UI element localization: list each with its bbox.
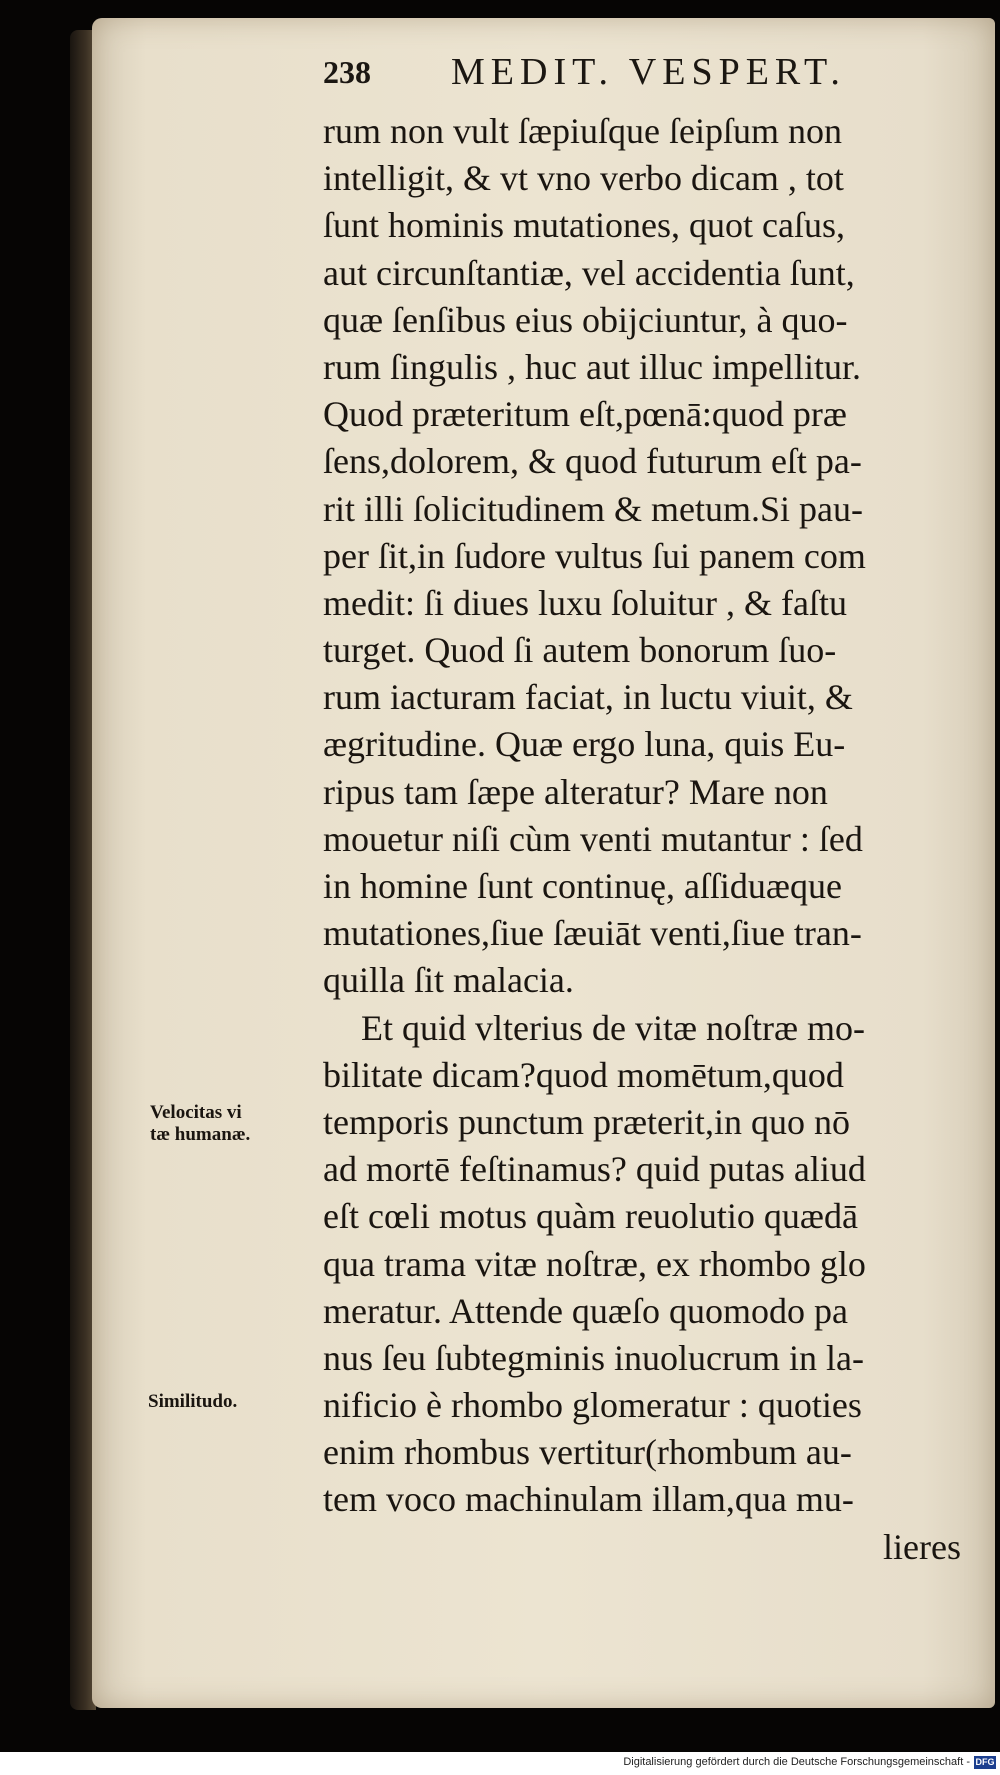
text-line: quæ ſenſibus eius obijciuntur, à quo- [323, 299, 848, 340]
marginal-note-similitudo: Similitudo. [148, 1391, 238, 1412]
text-line: temporis punctum præterit,in quo nō [323, 1101, 850, 1142]
text-line: rum iacturam faciat, in luctu viuit, & [323, 677, 853, 718]
running-head: MEDIT. VESPERT. [451, 51, 846, 93]
text-line: rum ſingulis , huc aut illuc impellitur. [323, 346, 861, 387]
text-line: eſt cœli motus quàm reuolutio quædā [323, 1196, 858, 1237]
footer-band [0, 1752, 1000, 1775]
text-line: rum non vult ſæpiuſque ſeipſum non [323, 111, 842, 151]
page-header [323, 50, 963, 100]
catchword: lieres [883, 1526, 961, 1567]
text-line: mutationes,ſiue ſæuiāt venti,ſiue tran- [323, 913, 862, 954]
marginal-note-line: tæ humanæ. [150, 1124, 251, 1145]
marginal-note-velocitas [150, 1102, 250, 1146]
text-line: enim rhombus vertitur(rhombum au- [323, 1432, 852, 1473]
paragraph-start-line: Et quid vlterius de vitæ noſtræ mo- [361, 1007, 865, 1048]
page-number: 238 [323, 54, 371, 90]
text-line: ægritudine. Quæ ergo luna, quis Eu- [323, 724, 846, 765]
footer-credit: Digitalisierung gefördert durch die Deutsche Forschungsgemeinschaft - [623, 1756, 970, 1768]
text-line: nificio è rhombo glomeratur : quoties [323, 1385, 862, 1426]
marginal-note-line: Velocitas vi [150, 1102, 242, 1123]
dfg-logo-icon: DFG [975, 1757, 995, 1767]
text-line: rit illi ſolicitudinem & metum.Si pau- [323, 488, 863, 529]
text-line: ripus tam ſæpe alteratur? Mare non [323, 771, 828, 812]
text-line: meratur. Attende quæſo quomodo pa [323, 1290, 848, 1331]
text-line: tem voco machinulam illam,qua mu- [323, 1479, 854, 1520]
body-text [323, 108, 971, 1571]
text-line: quilla ſit malacia. [323, 960, 574, 1001]
text-line: aut circunſtantiæ, vel accidentia ſunt, [323, 252, 855, 293]
text-line: ſunt hominis mutationes, quot caſus, [323, 205, 845, 246]
text-line: ad mortē feſtinamus? quid putas aliud [323, 1149, 866, 1190]
text-line: turget. Quod ſi autem bonorum ſuo- [323, 630, 837, 671]
text-line: per ſit,in ſudore vultus ſui panem com [323, 535, 866, 576]
text-line: in homine ſunt continuę, aſſiduæque [323, 866, 842, 906]
text-line: bilitate dicam?quod momētum,quod [323, 1054, 844, 1095]
text-line: medit: ſi diues luxu ſoluitur , & faſtu [323, 582, 847, 623]
text-line: nus ſeu ſubtegminis inuolucrum in la- [323, 1337, 864, 1378]
text-line: mouetur niſi cùm venti mutantur : ſed [323, 818, 863, 859]
text-line: qua trama vitæ noſtræ, ex rhombo glo [323, 1243, 866, 1284]
text-line: Quod præteritum eſt,pœnā:quod præ [323, 394, 847, 435]
text-line: intelligit, & vt vno verbo dicam , tot [323, 158, 844, 199]
text-line: ſens,dolorem, & quod futurum eſt pa- [323, 441, 862, 482]
